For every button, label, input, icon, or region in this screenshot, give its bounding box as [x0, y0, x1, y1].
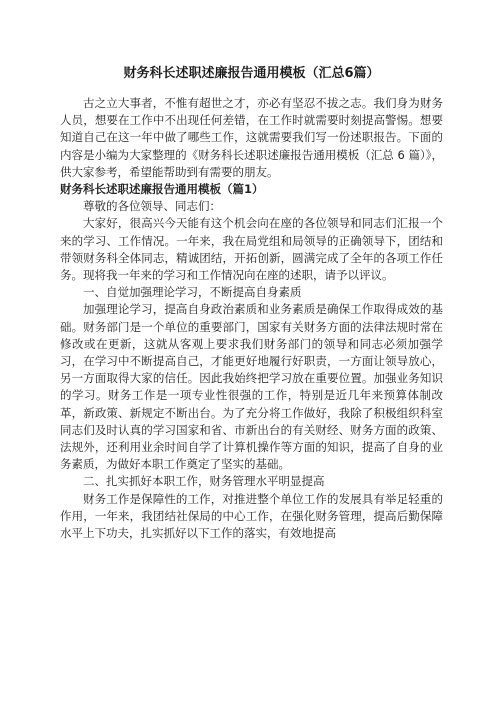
- section-heading-part1: 财务科长述职述廉报告通用模板（篇1）: [60, 182, 264, 197]
- intro-paragraph: 古之立大事者，不惟有超世之才，亦必有坚忍不拔之志。我们身为财务人员，想要在工作中不出现任何差错，在工作时就需要时刻提高警惕。想要知道自己在这一年中做了哪些工作，这就需要我们写一份述职报告。下面的内容是小编为大家整理的《财务科长述职述廉报告通用模板（汇总 6 篇）》，供大家参考，希望能帮助到有需要的朋友。: [60, 96, 443, 179]
- body-paragraph-2: 财务工作是保障性的工作，对推进整个单位工作的发展具有举足轻重的作用，一年来，我团结社保局的中心工作，在强化财务管理，提高后勤保障水平上下功夫，扎实抓好以下工作的落实，有效地提高: [60, 491, 443, 541]
- subheading-2: 二、扎实抓好本职工作，财务管理水平明显提高: [83, 474, 325, 489]
- body-paragraph-1: 加强理论学习，提高自身政治素质和业务素质是确保工作取得成效的基础。财务部门是一个单位的重要部门，国家有关财务方面的法律法规时常在修改或在更新，这就从客观上要求我们财务部门的领导和同志必须加强学习，在学习中不断提高自己，才能更好地履行好职责，一方面让领导放心，另一方面取得大家的信任。因此我始终把学习放在重要位置。加强业务知识的学习。财务工作是一项专业性很强的工作，特别是近几年来预算体制改革，新政策、新规定不断出台。为了充分将工作做好，我除了积极组织科室同志们及时认真的学习国家和省、市新出台的有关财经、财务方面的政策、法规外，还利用业余时间自学了计算机操作等方面的知识，提高了自身的业务素质，为做好本职工作奠定了坚实的基础。: [60, 302, 443, 472]
- subheading-1: 一、自觉加强理论学习，不断提高自身素质: [83, 285, 302, 300]
- document-title: 财务科长述职述廉报告通用模板（汇总6篇）: [123, 66, 380, 81]
- opening-paragraph: 大家好，很高兴今天能有这个机会向在座的各位领导和同志们汇报一个来的学习、工作情况。一年来，我在局党组和局领导的正确领导下，团结和带领财务科全体同志，精诚团结，开拓创新，圆满完成了全年的各项工作任务。现将我一年来的学习和工作情况向在座的述职，请予以评议。: [60, 216, 443, 283]
- salutation: 尊敬的各位领导、同志们：: [83, 199, 221, 214]
